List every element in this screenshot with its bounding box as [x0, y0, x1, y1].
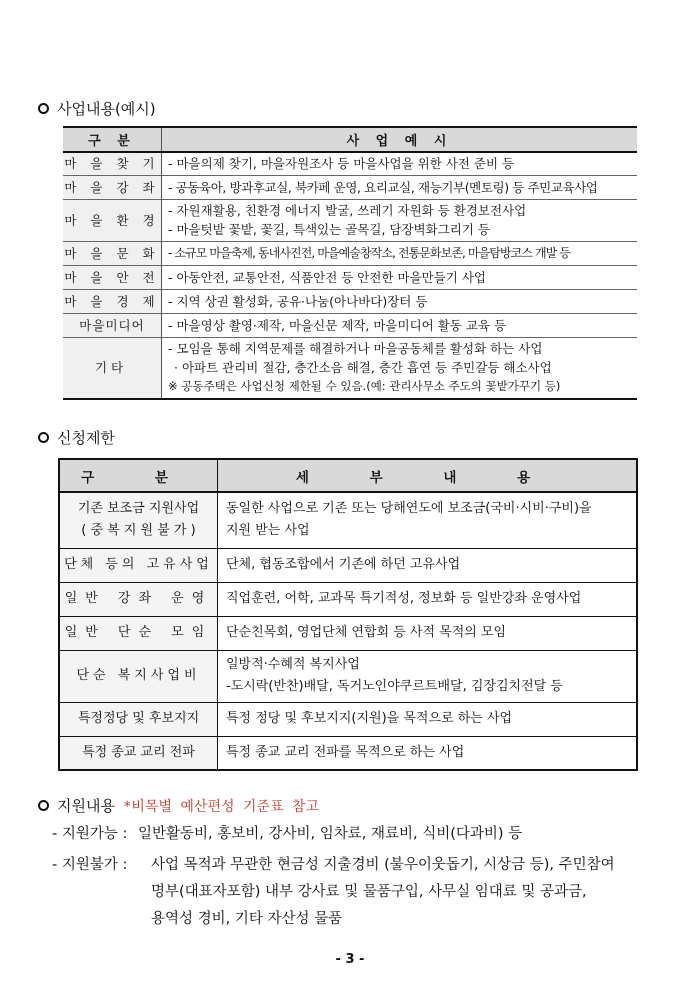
- circle-bullet-icon: [38, 432, 49, 443]
- row-category: 마 을 찾 기: [63, 152, 162, 175]
- header-examples: 사 업 예 시: [162, 127, 638, 152]
- row-category: 마 을 안 전: [63, 265, 162, 289]
- row-category: 마 을 경 제: [63, 289, 162, 313]
- row-content: - 공동육아, 방과후교실, 북카페 운영, 요리교실, 재능기부(멘토링) 등 주민교육사업: [162, 175, 638, 199]
- row-category: 기 타: [63, 337, 162, 399]
- circle-bullet-icon: [38, 800, 49, 811]
- table-row: [63, 241, 637, 265]
- support-allowed: [52, 821, 522, 848]
- row-content: - 마을의제 찾기, 마을자원조사 등 마을사업을 위한 사전 준비 등: [162, 152, 638, 175]
- row-category: 마 을 문 화: [63, 241, 162, 265]
- allowed-label: - 지원가능 :: [52, 826, 128, 842]
- section-title-business: 사업내용(예시): [38, 98, 156, 119]
- table-row: [59, 492, 637, 548]
- row-content: 일방적·수혜적 복지사업 -도시락(반찬)배달, 독거노인야쿠르트배달, 김장김치전달 등: [218, 650, 638, 702]
- section-title-restrictions: 신청제한: [38, 427, 115, 448]
- table-row: [59, 736, 637, 770]
- row-content: 직업훈련, 어학, 교과목 특기적성, 정보화 등 일반강좌 운영사업: [218, 582, 638, 616]
- section-title-support: 지원내용 *비목별 예산편성 기준표 참고: [38, 795, 319, 816]
- table-row: [59, 702, 637, 736]
- table-row: [63, 152, 637, 175]
- table-row: [63, 199, 637, 241]
- row-category: 단체 등의 고유사업: [59, 548, 218, 582]
- allowed-text: 일반활동비, 홍보비, 강사비, 임차료, 재료비, 식비(다과비) 등: [137, 826, 523, 842]
- row-content: - 아동안전, 교통안전, 식품안전 등 안전한 마을만들기 사업: [162, 265, 638, 289]
- row-content: - 마을영상 촬영·제작, 마을신문 제작, 마을미디어 활동 교육 등: [162, 313, 638, 337]
- row-content: 동일한 사업으로 기존 또는 당해연도에 보조금(국비·시비·구비)을 지원 받는 사업: [218, 492, 638, 548]
- table-row: [59, 582, 637, 616]
- row-content: - 자원재활용, 친환경 에너지 발굴, 쓰레기 자원화 등 환경보전사업 - 마을텃밭 꽃밭, 꽃길, 특색있는 골목길, 담장벽화그리기 등: [162, 199, 638, 241]
- table-row: [59, 548, 637, 582]
- business-examples-table: [63, 126, 637, 400]
- table-row: [63, 313, 637, 337]
- row-content: - 소규모 마을축제, 동네사진전, 마을예술창작소, 전통문화보존, 마을탐방코스 개발 등: [162, 241, 638, 265]
- restrictions-table: [58, 458, 638, 771]
- table-header-row: [59, 459, 637, 492]
- table-row: [63, 175, 637, 199]
- support-denied: - 지원불가 : 사업 목적과 무관한 현금성 지출경비 (불우이웃돕기, 시상금 등), 주민참여 명부(대표자포함) 내부 강사료 및 물품구입, 사무실 임대료 및 공과금, 용역성 경비, 기타 자산성 물품: [52, 852, 672, 933]
- table-row: [63, 265, 637, 289]
- page-number: - 3 -: [335, 952, 365, 967]
- row-category: 마 을 환 경: [63, 199, 162, 241]
- budget-reference-note: *비목별 예산편성 기준표 참고: [122, 798, 319, 815]
- row-category: 일반 강좌 운영: [59, 582, 218, 616]
- row-category: 특정정당 및 후보지지: [59, 702, 218, 736]
- row-content: 단순친목회, 영업단체 연합회 등 사적 목적의 모임: [218, 616, 638, 650]
- row-category: 일반 단순 모임: [59, 616, 218, 650]
- row-content: 특정 종교 교리 전파를 목적으로 하는 사업: [218, 736, 638, 770]
- row-category: 마을미디어: [63, 313, 162, 337]
- table-row: [59, 616, 637, 650]
- header-details: 세 부 내 용: [218, 459, 638, 492]
- header-category: 구 분: [59, 459, 218, 492]
- row-category: 특정 종교 교리 전파: [59, 736, 218, 770]
- row-category: 기존 보조금 지원사업 ( 중 복 지 원 불 가 ): [59, 492, 218, 548]
- table-row: [59, 650, 637, 702]
- row-content: - 모임을 통해 지역문제를 해결하거나 마을공동체를 활성화 하는 사업 · 아파트 관리비 절감, 층간소음 해결, 층간 흡연 등 주민갈등 해소사업 ※ 공동주택은 사업신청 제한될 수 있음.(예: 관리사무소 주도의 꽃밭가꾸기 등): [162, 337, 638, 399]
- circle-bullet-icon: [38, 103, 49, 114]
- row-content: 특정 정당 및 후보지지(지원)을 목적으로 하는 사업: [218, 702, 638, 736]
- header-category: 구 분: [63, 127, 162, 152]
- row-note: ※ 공동주택은 사업신청 제한될 수 있음.(예: 관리사무소 주도의 꽃밭가꾸기 등): [168, 379, 561, 394]
- row-category: 마 을 강 좌: [63, 175, 162, 199]
- row-category: 단순 복지사업비: [59, 650, 218, 702]
- table-row: [63, 289, 637, 313]
- denied-label: - 지원불가 :: [52, 857, 128, 873]
- row-content: - 지역 상권 활성화, 공유·나눔(아나바다)장터 등: [162, 289, 638, 313]
- row-content: 단체, 협동조합에서 기존에 하던 고유사업: [218, 548, 638, 582]
- table-row: [63, 337, 637, 399]
- table-header-row: [63, 127, 637, 152]
